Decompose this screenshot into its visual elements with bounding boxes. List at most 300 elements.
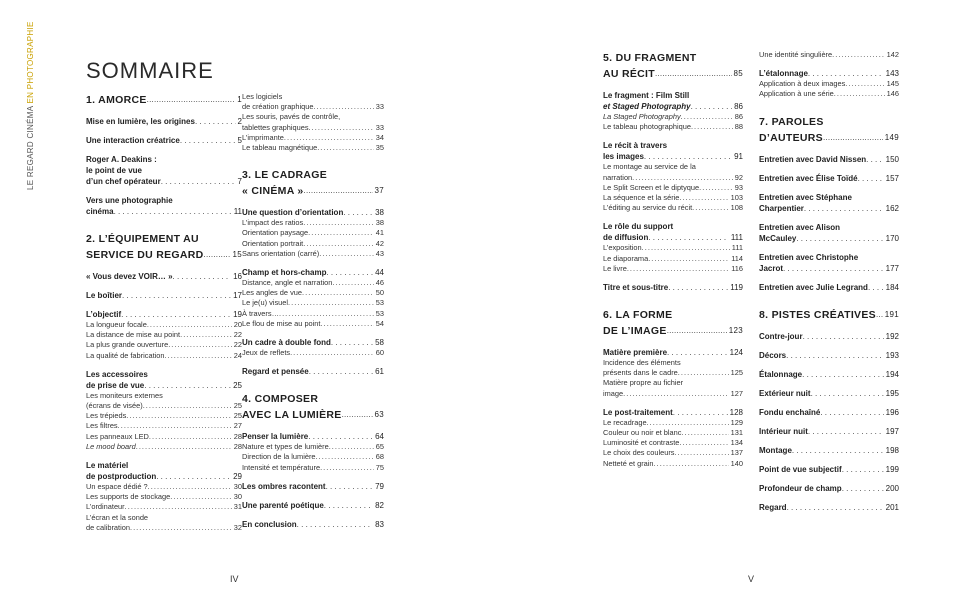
page-title: SOMMAIRE (86, 58, 214, 83)
toc-line (242, 452, 384, 462)
toc-page-number: 201 (885, 502, 899, 512)
toc-line (759, 483, 899, 494)
dot-leader (164, 351, 231, 361)
toc-line (759, 68, 899, 79)
toc-line (86, 165, 242, 176)
toc-line (242, 239, 384, 249)
toc-line (759, 502, 899, 513)
toc-line (759, 130, 899, 146)
dot-leader (302, 288, 374, 298)
toc-entry-text: présents dans le cadre (603, 368, 678, 378)
toc-entry-text: Le matériel (86, 461, 129, 471)
toc-line (603, 232, 743, 243)
toc-subentry (86, 320, 242, 361)
book-title-part1: LE REGARD CINÉMA (26, 106, 35, 190)
toc-line (242, 288, 384, 298)
toc-entry-text: Les panneaux LED (86, 431, 149, 441)
toc-page-number: 131 (730, 428, 743, 438)
toc-page-number: 54 (375, 318, 384, 328)
dot-leader (842, 464, 884, 475)
toc-heading (242, 267, 384, 278)
toc-page-number: 68 (375, 452, 384, 462)
toc-entry-text: de calibration (86, 522, 130, 532)
toc-line (603, 307, 743, 323)
toc-page-number: 192 (885, 331, 899, 341)
toc-line (603, 438, 743, 448)
toc-entry-text: Un espace dédié ? (86, 482, 148, 492)
dot-leader (130, 523, 232, 533)
toc-line (86, 154, 242, 165)
toc-entry-text: Les angles de vue (242, 288, 302, 298)
toc-entry-text: Entretien avec Stéphane (759, 192, 852, 202)
toc-heading (86, 135, 242, 146)
toc-entry-text: 8. PISTES CRÉATIVES (759, 308, 876, 321)
toc-line (603, 183, 743, 193)
toc-line (603, 162, 743, 172)
toc-entry-text: DE L’IMAGE (603, 325, 667, 338)
toc-entry-text: Le diaporama (603, 253, 649, 263)
dot-leader (303, 218, 374, 228)
dot-leader (326, 481, 374, 492)
dot-leader (304, 183, 373, 199)
toc-line (86, 290, 242, 301)
toc-line (759, 89, 899, 99)
dot-leader (866, 154, 883, 165)
toc-entry-text: Les logiciels (242, 92, 283, 101)
toc-page-number: 191 (884, 309, 899, 319)
toc-line (86, 432, 242, 442)
toc-heading (603, 90, 743, 112)
toc-line (242, 309, 384, 319)
toc-subentry (759, 50, 899, 60)
toc-entry-text: Le rôle du support (603, 222, 674, 232)
toc-page-number: 86 (734, 112, 743, 121)
toc-entry-text: narration (603, 172, 633, 182)
toc-entry-text: Une identité singulière (759, 50, 833, 59)
toc-page-number: 88 (734, 122, 743, 132)
toc-entry-text: D’AUTEURS (759, 131, 823, 144)
toc-line (242, 112, 384, 122)
dot-leader (343, 207, 373, 218)
toc-entry-text: Les accessoires (86, 369, 148, 379)
toc-entry-text: AVEC LA LUMIÈRE (242, 409, 342, 422)
toc-line (86, 513, 242, 523)
toc-entry-text: Montage (759, 445, 792, 455)
toc-entry-text: (écrans de visée) (86, 401, 143, 411)
toc-heading (759, 426, 899, 437)
dot-leader (170, 492, 232, 502)
toc-line (759, 192, 899, 203)
toc-page-number: 103 (730, 193, 743, 203)
toc-entry-text: Penser la lumière (242, 432, 309, 442)
toc-entry-text: Entretien avec Julie Legrand (759, 282, 868, 292)
toc-entry-text: Application à deux images (759, 79, 846, 89)
toc-line (242, 167, 384, 183)
toc-line (86, 135, 242, 146)
dot-leader (316, 452, 374, 462)
page-number-left: IV (230, 574, 239, 584)
toc-entry-text: Vers une photographie (86, 196, 173, 205)
toc-line (242, 319, 384, 329)
toc-page-number: 31 (233, 502, 242, 512)
toc-page-number: 17 (233, 291, 242, 300)
toc-entry-text: L’impact des ratios (242, 218, 304, 228)
toc-page-number: 19 (233, 310, 242, 319)
toc-chapter (603, 50, 743, 82)
toc-entry-text: En conclusion (242, 519, 297, 529)
toc-entry-text: La distance de mise au point (86, 330, 181, 340)
toc-entry-text: L’imprimante (242, 132, 284, 142)
toc-page-number: 24 (233, 350, 242, 360)
toc-heading (759, 502, 899, 513)
toc-page-number: 50 (375, 288, 384, 298)
toc-page-number: 65 (375, 442, 384, 452)
toc-entry-text: 7. PAROLES (759, 115, 824, 128)
toc-entry-text: de diffusion (603, 233, 649, 243)
toc-heading (759, 222, 899, 244)
toc-entry-text: 2. L’ÉQUIPEMENT AU (86, 233, 199, 245)
toc-page-number: 129 (730, 417, 743, 427)
toc-line (603, 254, 743, 264)
toc-page-number: 28 (233, 441, 242, 451)
toc-heading (603, 140, 743, 162)
toc-page-number: 58 (375, 338, 384, 348)
dot-leader (122, 290, 231, 301)
toc-line (759, 426, 899, 437)
dot-leader (681, 112, 733, 122)
dot-leader (876, 307, 883, 323)
toc-heading (759, 154, 899, 165)
toc-heading (759, 68, 899, 79)
toc-heading (759, 192, 899, 214)
toc-page-number: 38 (375, 218, 384, 228)
toc-subentry (242, 92, 384, 153)
dot-leader (681, 428, 728, 438)
toc-page-number: 25 (233, 401, 242, 411)
dot-leader (284, 133, 374, 143)
toc-entry-text: Les filtres (86, 421, 118, 431)
toc-entry-text: McCauley (759, 233, 797, 243)
dot-leader (143, 401, 232, 411)
toc-entry-text: Le mood board (86, 441, 136, 451)
toc-entry-text: Étalonnage (759, 369, 803, 379)
dot-leader (149, 432, 232, 442)
toc-line (759, 79, 899, 89)
toc-page-number: 170 (885, 233, 899, 243)
dot-leader (644, 151, 732, 162)
toc-chapter (759, 114, 899, 146)
toc-page-number: 33 (375, 102, 384, 112)
toc-line (86, 421, 242, 431)
toc-line (759, 369, 899, 380)
dot-leader (691, 101, 733, 112)
toc-page-number: 5 (237, 136, 242, 145)
toc-line (242, 228, 384, 238)
toc-line (86, 92, 242, 108)
toc-heading (759, 369, 899, 380)
dot-leader (319, 249, 374, 259)
toc-line (603, 407, 743, 418)
toc-heading (242, 207, 384, 218)
toc-page-number: 92 (734, 172, 743, 182)
toc-entry-text: Titre et sous-titre (603, 283, 669, 293)
toc-line (759, 350, 899, 361)
toc-line (242, 183, 384, 199)
dot-leader (326, 267, 373, 278)
toc-entry-text: Une parenté poétique (242, 500, 324, 510)
toc-line (242, 481, 384, 492)
toc-heading (759, 464, 899, 475)
toc-subentry (603, 162, 743, 213)
dot-leader (820, 407, 883, 418)
toc-entry-text: SERVICE DU REGARD (86, 249, 204, 261)
toc-entry-text: Nature et types de lumière (242, 442, 329, 452)
toc-page-number: 184 (885, 282, 899, 292)
toc-line (759, 50, 899, 60)
dot-leader (811, 388, 884, 399)
toc-page-number: 123 (728, 326, 743, 336)
dot-leader (642, 243, 730, 253)
dot-leader (204, 247, 231, 263)
toc-entry-text: Point de vue subjectif (759, 464, 842, 474)
dot-leader (314, 102, 374, 112)
toc-page-number: 125 (730, 368, 743, 378)
toc-line (86, 330, 242, 340)
toc-page-number: 108 (730, 203, 743, 213)
toc-line (759, 388, 899, 399)
toc-heading (759, 282, 899, 293)
toc-entry-text: Luminosité et contraste (603, 438, 680, 448)
toc-page-number: 119 (730, 283, 743, 293)
toc-line (242, 431, 384, 442)
dot-leader (783, 263, 884, 274)
toc-line (603, 173, 743, 183)
toc-entry-text: Intensité et température (242, 462, 321, 472)
toc-page-number: 30 (233, 482, 242, 492)
toc-subentry (242, 442, 384, 473)
toc-entry-text: Roger A. Deakins : (86, 155, 157, 164)
toc-entry-text: Application à une série (759, 89, 834, 99)
toc-page-number: 137 (730, 448, 743, 458)
toc-line (603, 203, 743, 213)
toc-entry-text: Champ et hors-champ (242, 268, 327, 278)
toc-line (86, 369, 242, 380)
page-number-right: V (748, 574, 755, 584)
toc-line (86, 195, 242, 206)
dot-leader (668, 282, 728, 293)
toc-entry-text: Incidence des éléments (603, 358, 681, 368)
toc-page-number: 25 (233, 411, 242, 421)
toc-page-number: 46 (375, 278, 384, 288)
toc-entry-text: cinéma (86, 207, 114, 216)
toc-entry-text: À travers… (242, 308, 279, 318)
toc-page-number: 162 (885, 203, 899, 213)
toc-page-number: 196 (885, 407, 899, 417)
toc-entry-text: Entretien avec David Nissen (759, 154, 867, 164)
dot-leader (691, 122, 733, 132)
dot-leader (331, 337, 373, 348)
toc-page-number: 85 (733, 69, 743, 78)
toc-page-number: 61 (375, 367, 384, 377)
toc-subentry (242, 348, 384, 358)
toc-line (242, 298, 384, 308)
toc-line (242, 407, 384, 423)
dot-leader (121, 309, 231, 320)
dot-leader (675, 448, 729, 458)
toc-line (86, 523, 242, 533)
toc-chapter (242, 391, 384, 423)
toc-heading (86, 116, 242, 127)
toc-line (86, 380, 242, 391)
toc-subentry (242, 278, 384, 329)
toc-page-number: 127 (730, 388, 743, 398)
toc-entry-text: Une interaction créatrice (86, 136, 180, 145)
toc-line (86, 247, 242, 263)
toc-page-number: 41 (375, 228, 384, 238)
toc-heading (603, 347, 743, 358)
toc-column-4 (759, 50, 899, 513)
dot-leader (118, 421, 232, 431)
toc-line (242, 442, 384, 452)
toc-page-number: 83 (375, 519, 384, 529)
toc-line (86, 231, 242, 247)
dot-leader (842, 483, 884, 494)
dot-leader (324, 500, 373, 511)
toc-line (759, 331, 899, 342)
toc-line (86, 271, 242, 282)
toc-page-number: 200 (885, 483, 899, 493)
toc-entry-text: « Vous devez VOIR… » (86, 272, 173, 281)
toc-page-number: 7 (237, 177, 242, 186)
toc-line (86, 411, 242, 421)
toc-heading (759, 483, 899, 494)
dot-leader (297, 519, 373, 530)
toc-page-number: 134 (730, 438, 743, 448)
toc-entry-text: Les souris, pavés de contrôle, (242, 112, 341, 122)
toc-entry-text: Matière première (603, 348, 668, 358)
toc-entry-text: Le boîtier (86, 291, 123, 300)
toc-heading (759, 331, 899, 342)
toc-entry-text: Le livre (603, 263, 627, 273)
dot-leader (632, 173, 733, 183)
toc-line (603, 66, 743, 82)
toc-page-number: 82 (375, 500, 384, 510)
toc-heading (86, 369, 242, 391)
toc-line (86, 502, 242, 512)
dot-leader (655, 66, 732, 82)
toc-chapter (242, 167, 384, 199)
toc-entry-text: L’éditing au service du récit (603, 203, 693, 213)
toc-page-number: 197 (885, 426, 899, 436)
toc-line (242, 123, 384, 133)
toc-entry-text: Regard et pensée (242, 367, 309, 377)
toc-page-number: 64 (375, 432, 384, 442)
toc-entry-text: Le Split Screen et le diptyque (603, 182, 700, 192)
book-title-part2: EN PHOTOGRAPHIE (26, 21, 35, 104)
toc-entry-text: AU RÉCIT (603, 68, 655, 80)
toc-page-number: 16 (233, 272, 242, 281)
toc-page-number: 91 (734, 152, 743, 162)
book-title-vertical (26, 21, 35, 190)
dot-leader (173, 271, 232, 282)
toc-page-number: 1 (237, 95, 242, 104)
toc-line (86, 309, 242, 320)
dot-leader (802, 369, 884, 380)
toc-subentry (603, 243, 743, 274)
toc-page-number: 43 (375, 248, 384, 258)
toc-entry-text: Orientation paysage (242, 228, 309, 238)
dot-leader (808, 426, 884, 437)
toc-line (242, 207, 384, 218)
toc-page-number: 140 (730, 458, 743, 468)
toc-line (242, 218, 384, 228)
toc-entry-text: Le post-traitement (603, 407, 673, 417)
toc-page-number: 38 (375, 208, 384, 218)
toc-line (86, 482, 242, 492)
toc-entry-text: Les ombres racontent (242, 481, 326, 491)
toc-entry-text: Le recadrage (603, 417, 647, 427)
toc-entry-text: Jacrot (759, 263, 784, 273)
toc-heading (242, 366, 384, 377)
toc-entry-text: La longueur focale (86, 320, 147, 329)
toc-entry-text: Intérieur nuit (759, 426, 808, 436)
toc-heading (759, 252, 899, 274)
toc-entry-text: Fondu enchaîné (759, 407, 821, 417)
toc-line (759, 407, 899, 418)
toc-entry-text: Entretien avec Christophe (759, 252, 859, 262)
dot-leader (787, 502, 884, 513)
toc-page-number: 22 (233, 330, 242, 340)
dot-leader (288, 298, 374, 308)
toc-line (242, 133, 384, 143)
toc-line (603, 358, 743, 368)
dot-leader (832, 50, 885, 60)
toc-heading (86, 154, 242, 187)
toc-entry-text: Distance, angle et narration (242, 278, 333, 288)
toc-page-number: 60 (375, 348, 384, 358)
toc-line (86, 176, 242, 187)
toc-entry-text: Les supports de stockage (86, 492, 171, 502)
toc-line (759, 464, 899, 475)
toc-entry-text: L’exposition (603, 243, 642, 253)
toc-page-number: 124 (729, 348, 743, 358)
toc-line (603, 428, 743, 438)
toc-page-number: 27 (233, 421, 242, 431)
dot-leader (786, 350, 884, 361)
toc-heading (242, 431, 384, 442)
toc-page-number: 35 (375, 143, 384, 153)
toc-entry-text: L’écran et la sonde (86, 512, 149, 522)
toc-entry-text: Mise en lumière, les origines (86, 117, 195, 126)
toc-entry-text: L’ordinateur (86, 502, 125, 512)
dot-leader (126, 411, 232, 421)
toc-entry-text: le point de vue (86, 166, 143, 175)
toc-line (242, 348, 384, 358)
toc-page-number: 114 (731, 253, 743, 263)
toc-line (603, 112, 743, 122)
toc-line (759, 252, 899, 263)
dot-leader (303, 239, 374, 249)
toc-subentry (603, 112, 743, 132)
toc-heading (86, 309, 242, 320)
dot-leader (845, 79, 884, 89)
toc-entry-text: Le je(u) visuel (242, 298, 289, 308)
toc-line (603, 101, 743, 112)
toc-line (759, 203, 899, 214)
toc-heading (603, 221, 743, 243)
dot-leader (180, 135, 236, 146)
toc-entry-text: de postproduction (86, 472, 157, 482)
